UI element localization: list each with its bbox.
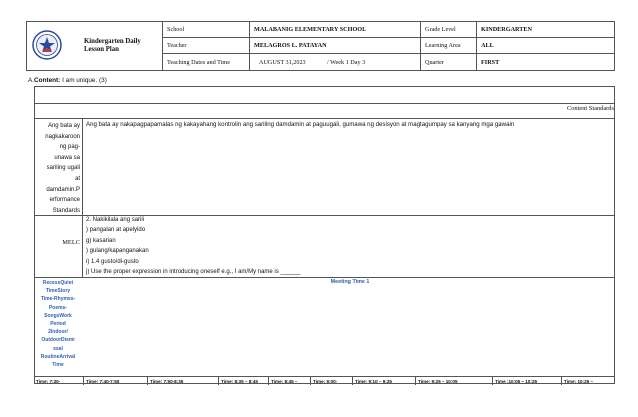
time-row: [34, 377, 615, 385]
area-label: Learning Area: [425, 42, 461, 49]
quarter-value: FIRST: [481, 58, 500, 66]
header-divider: [476, 21, 477, 71]
schedule-label-line: Time-Rhymes-: [40, 296, 76, 303]
header-divider: [162, 21, 163, 71]
perf-label-line: unawa sa: [54, 154, 80, 161]
grade-label: Grade Level: [425, 26, 456, 33]
time-cell: Time: 7:40-7:50: [84, 377, 148, 385]
schedule-label-line: OutdoorDismi: [41, 337, 75, 344]
doc-title-line2: Lesson Plan: [84, 46, 119, 53]
content-heading-text: I am unique. (3): [60, 77, 107, 84]
schedule-label-line: TimeStory: [45, 288, 71, 295]
schedule-label-line: Poems-: [48, 304, 68, 311]
schedule-label-line: RoutineArrival: [40, 353, 76, 360]
perf-label-line: erformance: [49, 197, 80, 204]
schedule-left-label: [34, 279, 82, 369]
perf-label-line: damdamin.P: [46, 186, 80, 193]
melc-item: g) kasarian: [86, 237, 116, 244]
school-label: School: [167, 26, 185, 33]
performance-text: Ang bata ay nakapagpapamalas ng kakayahang kontrolin ang sariling damdamin at paguugali, gumawa ng desisyon at magtagumpay sa kanyang mga gawain: [86, 121, 515, 128]
melc-label: MELC: [62, 239, 80, 246]
time-cell: Time: 9:25 – 10:05: [416, 377, 493, 385]
content-heading-label: Content:: [34, 77, 61, 84]
schedule-label-line: Period: [50, 321, 66, 328]
perf-label-line: nagkakaroon: [45, 133, 80, 140]
time-cell: Time: 8:45 –: [269, 377, 311, 385]
perf-label-line: ng pag-: [59, 144, 80, 151]
content-heading-prefix: A.: [28, 77, 35, 84]
content-heading: [28, 77, 107, 84]
schedule-label-line: RecessQuiet: [42, 280, 74, 286]
doc-title-line1: Kindergarten Daily: [84, 38, 141, 45]
dates-value: AUGUST 31,2023: [259, 58, 306, 66]
melc-item: j) Use the proper expression in introducing oneself e.g., I am/My name is ______: [86, 269, 301, 276]
row-divider: [34, 277, 615, 278]
time-cell: Time: 8:35 – 8:45: [219, 377, 269, 385]
header-divider: [420, 21, 421, 71]
time-cell: Time: 10:25 –: [564, 378, 594, 384]
schedule-label-line: ssal: [53, 345, 63, 352]
content-standards-label: Content Standards: [566, 105, 614, 112]
grade-value: KINDERGARTEN: [481, 26, 533, 33]
time-cell: Time: 9:10 – 9:25: [353, 377, 416, 385]
quarter-label: Quarter: [425, 58, 444, 66]
doc-title: [84, 38, 141, 54]
melc-list: [86, 215, 611, 277]
school-value: MALABANIG ELEMENTARY SCHOOL: [254, 26, 367, 33]
week-value: / Week 1 Day 3: [327, 58, 366, 66]
dates-label: Teaching Dates and Time: [167, 58, 230, 66]
melc-item: 2. Nakikilala ang sarili: [86, 217, 145, 223]
perf-label-line: at: [74, 175, 80, 182]
melc-item: ) gulang/kapanganakan: [86, 248, 149, 255]
area-value: ALL: [481, 42, 494, 49]
perf-label-line: Standards: [52, 207, 80, 214]
row-divider: [34, 103, 615, 104]
seal-icon: [32, 30, 62, 60]
schedule-label-line: 2Indoor/: [48, 329, 68, 336]
melc-item: i) 1.4 gusto/di-gusto: [86, 258, 139, 265]
time-cell: Time: 9:00-: [311, 377, 353, 385]
teacher-label: Teacher: [167, 42, 187, 49]
melc-item: ) pangalan at apelyido: [86, 227, 146, 234]
time-cell: Time: 7:30-: [34, 377, 84, 385]
performance-label: [36, 121, 80, 216]
row-divider: [34, 118, 615, 119]
header-divider: [249, 21, 250, 71]
perf-label-line: sariling ugali: [46, 165, 80, 172]
schedule-label-line: SongsWork: [44, 312, 72, 319]
deped-seal-logo: [32, 30, 62, 60]
meeting-time-label: Meeting Time 1: [330, 279, 370, 285]
schedule-label-line: Time: [52, 362, 64, 369]
perf-label-line: Ang bata ay: [47, 123, 80, 129]
time-cell: Time :10:05 – 10:25: [493, 377, 562, 385]
col-divider: [82, 118, 83, 278]
teacher-value: MELAGROS L. PATAYAN: [254, 42, 327, 49]
time-cell: Time: 7:50-8:35: [148, 377, 219, 385]
